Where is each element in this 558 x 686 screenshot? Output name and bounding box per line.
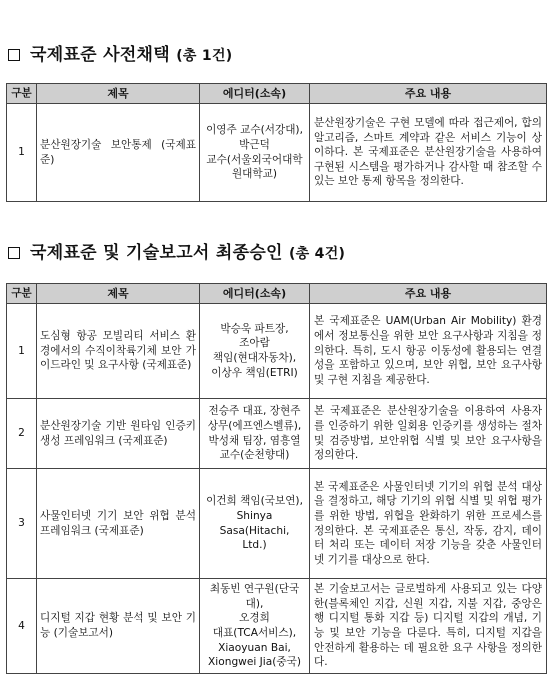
row-content: 분산원장기술은 구현 모델에 따라 접근제어, 합의 알고리즘, 스마트 계약과 같은 서비스 기능이 상이하다. 본 국제표준은 분산원장기술을 사용하여 구현된 시스템을 평가하거나 감사할 때 참조할 수 있는 보안 통제 항목을 정의한다. — [310, 104, 547, 202]
table-row — [7, 304, 547, 399]
checkbox-square-icon — [8, 247, 20, 259]
row-number: 3 — [7, 469, 37, 579]
header-editor: 에디터(소속) — [200, 84, 310, 104]
editor-line: 조아람 — [239, 337, 270, 350]
row-number: 1 — [7, 104, 37, 202]
editor-line: 이건희 책임(국보연), — [206, 495, 303, 508]
section-title-preadoption — [8, 40, 232, 65]
header-content: 주요 내용 — [310, 84, 547, 104]
final-approval-table — [6, 283, 547, 674]
editor-line: Xiongwei Jia(중국) — [208, 656, 301, 669]
row-title: 디지털 지갑 현황 분석 및 보안 기능 (기술보고서) — [37, 579, 200, 674]
row-content: 본 기술보고서는 글로벌하게 사용되고 있는 다양한(블록체인 지갑, 신원 지갑, 지불 지갑, 중앙은행 디지털 통화 지갑 등) 디지털 지갑의 개념, 기능 및 보안 기능을 다룬다. 특히, 디지털 지갑을 안전하게 활용하는 데 필요한 요구 사항을 정의한다. — [310, 579, 547, 674]
section-title-text: 국제표준 사전채택 — [30, 45, 170, 65]
row-title: 분산원장기술 보안통제 (국제표준) — [37, 104, 200, 202]
row-editor — [200, 399, 310, 469]
editor-line: 전승주 대표, 장현주 — [208, 405, 301, 418]
editor-line: 교수(순천향대) — [219, 449, 290, 462]
table-header-row — [7, 284, 547, 304]
row-editor — [200, 304, 310, 399]
row-editor — [200, 579, 310, 674]
row-content: 본 국제표준은 분산원장기술을 이용하여 사용자를 인증하기 위한 일회용 인증키를 생성하는 절차 및 검증방법, 보안위협 식별 및 보안 요구사항을 정의한다. — [310, 399, 547, 469]
preadoption-table — [6, 83, 547, 202]
editor-line: Shinya Sasa(Hitachi, — [219, 509, 290, 537]
row-editor — [200, 104, 310, 202]
table-row — [7, 399, 547, 469]
row-editor — [200, 469, 310, 579]
header-title: 제목 — [37, 84, 200, 104]
row-title: 도심형 항공 모빌리티 서비스 환경에서의 수직이착륙기체 보안 가이드라인 및 요구사항 (국제표준) — [37, 304, 200, 399]
editor-line: 이상우 책임(ETRI) — [211, 366, 298, 379]
row-content: 본 국제표준은 사물인터넷 기기의 위협 분석 대상을 결정하고, 해당 기기의 위협 식별 및 위협 평가를 위한 방법, 위협을 완화하기 위한 프로세스를 정의한다. 본 국제표준은 통신, 작동, 감지, 데이터 처리 또는 데이터 저장 기능을 갖춘 사물인터넷 기기를 대상으로 한다. — [310, 469, 547, 579]
row-number: 2 — [7, 399, 37, 469]
section-count: (총 1건) — [176, 48, 233, 64]
table-row — [7, 579, 547, 674]
checkbox-square-icon — [8, 49, 20, 61]
editor-line: 교수(서울외국어대학 — [206, 153, 303, 166]
editor-line: 상무(에프엔스벨류), — [207, 419, 302, 432]
table-row — [7, 469, 547, 579]
header-category: 구분 — [7, 84, 37, 104]
editor-line: Xiaoyuan Bai, — [218, 641, 291, 654]
header-category: 구분 — [7, 284, 37, 304]
header-title: 제목 — [37, 284, 200, 304]
row-number: 4 — [7, 579, 37, 674]
table-row — [7, 104, 547, 202]
section-title-text: 국제표준 및 기술보고서 최종승인 — [30, 243, 283, 263]
header-editor: 에디터(소속) — [200, 284, 310, 304]
editor-line: 최동빈 연구원(단국대), — [209, 583, 300, 610]
editor-line: 오경희 — [239, 612, 270, 625]
editor-line: Ltd.) — [242, 539, 267, 552]
editor-line: 박근덕 — [239, 138, 270, 151]
editor-line: 박성채 팀장, 염흥열 — [208, 434, 301, 447]
editor-line: 원대학교) — [231, 168, 278, 181]
header-content: 주요 내용 — [310, 284, 547, 304]
editor-line: 박승욱 파트장, — [220, 322, 289, 335]
row-title: 분산원장기술 기반 원타임 인증키 생성 프레임워크 (국제표준) — [37, 399, 200, 469]
row-number: 1 — [7, 304, 37, 399]
row-content: 본 국제표준은 UAM(Urban Air Mobility) 환경에서 정보통신을 위한 보안 요구사항과 지침을 정의한다. 특히, 도시 항공 이동성에 활용되는 연결성을 포함하고 있으며, 보안 위협, 보안 요구사항 및 구현 지침을 제공한다. — [310, 304, 547, 399]
row-title: 사물인터넷 기기 보안 위협 분석 프레임워크 (국제표준) — [37, 469, 200, 579]
editor-line: 이영주 교수(서강대), — [206, 124, 303, 137]
section-title-final-approval — [8, 238, 345, 263]
editor-line: 책임(현대자동차), — [212, 352, 297, 364]
table-header-row — [7, 84, 547, 104]
section-count: (총 4건) — [288, 246, 346, 262]
editor-line: 대표(TCA서비스), — [212, 627, 297, 639]
